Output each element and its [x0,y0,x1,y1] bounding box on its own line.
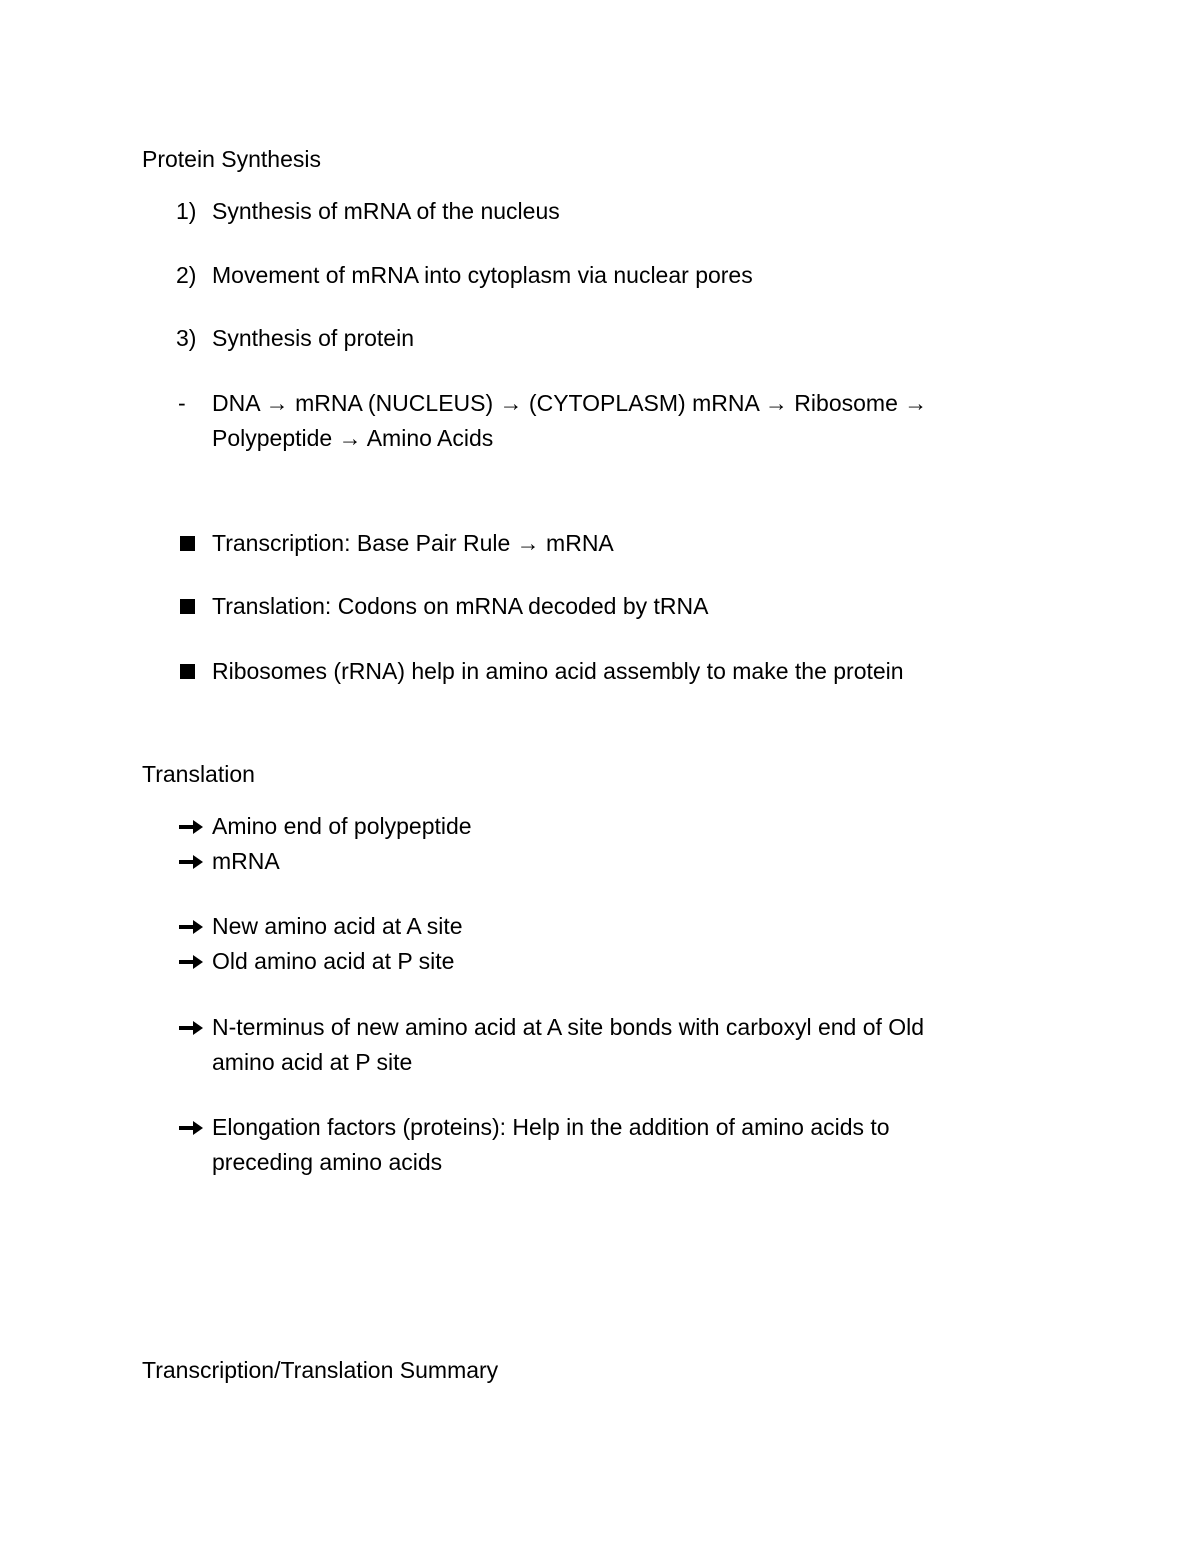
step-text-2: Movement of mRNA into cytoplasm via nuclear pores [212,262,753,288]
step-marker-1: 1) [176,198,197,224]
translation-point-p-site: Old amino acid at P site [212,948,455,974]
translation-point-a-site: New amino acid at A site [212,913,463,939]
step-marker-3: 3) [176,325,197,351]
flow-line-1: DNA → mRNA (NUCLEUS) → (CYTOPLASM) mRNA → Ribosome → [212,390,928,416]
step-text-3: Synthesis of protein [212,325,415,351]
square-bullet-icon [180,536,195,551]
right-arrow-icon [178,817,204,837]
translation-point-elongation-line-1: Elongation factors (proteins): Help in the addition of amino acids to [212,1114,890,1140]
square-bullet-icon [180,599,195,614]
section-title-summary: Transcription/Translation Summary [142,1357,499,1383]
translation-point-amino-end: Amino end of polypeptide [212,813,472,839]
bullet-ribosomes: Ribosomes (rRNA) help in amino acid assembly to make the protein [212,658,904,684]
right-arrow-icon [178,917,204,937]
translation-point-mrna: mRNA [212,848,280,874]
bullet-translation: Translation: Codons on mRNA decoded by tRNA [212,593,709,619]
bullet-transcription: Transcription: Base Pair Rule → mRNA [212,530,614,556]
right-arrow-icon [178,852,204,872]
translation-point-n-terminus-line-1: N-terminus of new amino acid at A site bonds with carboxyl end of Old [212,1014,925,1040]
flow-dash-marker: - [178,390,186,416]
right-arrow-icon [178,952,204,972]
right-arrow-icon [178,1118,204,1138]
square-bullet-icon [180,664,195,679]
step-marker-2: 2) [176,262,197,288]
step-text-1: Synthesis of mRNA of the nucleus [212,198,560,224]
translation-point-n-terminus-line-2: amino acid at P site [212,1049,413,1075]
translation-point-elongation-line-2: preceding amino acids [212,1149,443,1175]
section-title-protein-synthesis: Protein Synthesis [142,146,321,172]
right-arrow-icon [178,1018,204,1038]
section-title-translation: Translation [142,761,255,787]
flow-line-2: Polypeptide → Amino Acids [212,425,494,451]
